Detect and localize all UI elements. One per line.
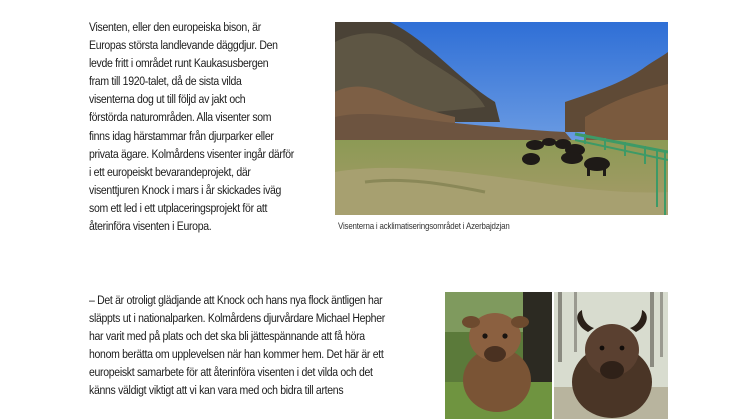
intro-paragraph-line: Europas största landlevande däggdjur. Den — [89, 38, 278, 53]
intro-paragraph-line: privata ägare. Kolmårdens visenter ingår därför — [89, 146, 294, 161]
intro-paragraph-line: förstörda naturområden. Alla visenter som — [89, 110, 272, 125]
article-paragraph-quote — [89, 291, 385, 400]
intro-paragraph-line: levde fritt i området runt Kaukasusbergen — [89, 56, 269, 71]
article-paragraph-intro — [89, 18, 294, 235]
intro-paragraph-line: visenterna dog ut till följd av jakt och — [89, 92, 246, 107]
quote-paragraph-line: honom berätta om upplevelsen när han kommer hem. Det här är ett — [89, 347, 384, 362]
quote-paragraph-line: känns väldigt viktigt att vi kan vara med och bidra till artens — [89, 383, 344, 398]
quote-paragraph-line: har varit med på plats och det ska bli jättespännande att få höra — [89, 329, 365, 344]
bison-bull-photo — [554, 292, 668, 419]
bison-bull-image — [554, 292, 668, 419]
intro-paragraph-line: Visenten, eller den europeiska bison, är — [89, 20, 261, 34]
quote-paragraph-line: – Det är otroligt glädjande att Knock och hans nya flock äntligen har — [89, 293, 383, 307]
bison-calf-photo — [445, 292, 552, 419]
bison-calf-image — [445, 292, 552, 419]
intro-paragraph-line: fram till 1920-talet, då de sista vilda — [89, 74, 242, 89]
quote-paragraph-line: släppts ut i nationalparken. Kolmårdens djurvårdare Michael Hepher — [89, 311, 385, 326]
quote-paragraph-line: europeiskt samarbete för att återinföra visenten i det vilda och det — [89, 365, 373, 380]
intro-paragraph-line: visenttjuren Knock i mars i år skickades iväg — [89, 182, 282, 197]
intro-paragraph-line: återinföra visenten i Europa. — [89, 219, 212, 234]
bison-herd-image — [335, 22, 668, 215]
bison-acclimatization-photo — [335, 22, 668, 215]
intro-paragraph-line: i ett europeiskt bevarandeprojekt, där — [89, 164, 251, 179]
main-photo-caption: Visenterna i acklimatiseringsområdet i Azerbajdzjan — [338, 221, 510, 231]
intro-paragraph-line: som ett led i ett utplaceringsprojekt för att — [89, 200, 268, 215]
intro-paragraph-line: finns idag härstammar från djurparker eller — [89, 128, 274, 143]
